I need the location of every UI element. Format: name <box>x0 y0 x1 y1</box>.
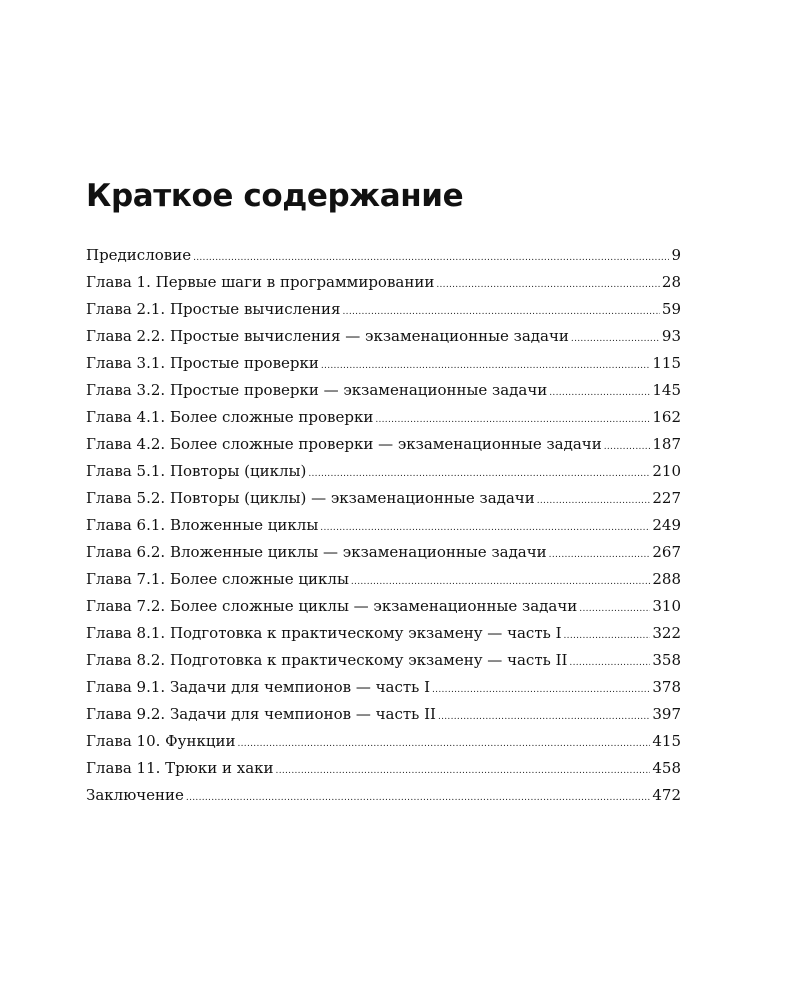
toc-entry[interactable] <box>86 539 681 566</box>
toc-entry-title: Глава 5.1. Повторы (циклы) <box>86 462 307 480</box>
toc-entry-page: 358 <box>652 651 681 669</box>
toc-entry-title: Глава 6.2. Вложенные циклы — экзаменационные задачи <box>86 543 547 561</box>
toc-entry-page: 115 <box>652 354 681 372</box>
toc-entry[interactable] <box>86 458 681 485</box>
toc-entry-title: Заключение <box>86 786 184 804</box>
toc-dot-leader <box>432 677 650 704</box>
toc-entry[interactable] <box>86 647 681 674</box>
toc-dot-leader <box>276 758 651 785</box>
toc-dot-leader <box>564 623 651 650</box>
toc-entry-title: Глава 1. Первые шаги в программировании <box>86 273 435 291</box>
toc-entry-title: Глава 11. Трюки и хаки <box>86 759 274 777</box>
toc-entry-title: Глава 3.2. Простые проверки — экзаменационные задачи <box>86 381 548 399</box>
toc-entry-title: Предисловие <box>86 246 192 264</box>
toc-entry-title: Глава 8.1. Подготовка к практическому экзамену — часть I <box>86 624 562 642</box>
toc-entry-page: 187 <box>652 435 681 453</box>
toc-dot-leader <box>549 380 650 407</box>
toc-entry-page: 458 <box>652 759 681 777</box>
toc-dot-leader <box>579 596 650 623</box>
toc-entry-title: Глава 2.2. Простые вычисления — экзаменационные задачи <box>86 327 569 345</box>
toc-entry[interactable] <box>86 296 681 323</box>
toc-entry[interactable] <box>86 620 681 647</box>
toc-entry-page: 59 <box>661 300 681 318</box>
toc-entry-page: 472 <box>652 786 681 804</box>
toc-dot-leader <box>237 731 650 758</box>
toc-dot-leader <box>549 542 651 569</box>
toc-entry-title: Глава 9.1. Задачи для чемпионов — часть I <box>86 678 431 696</box>
toc-entry-page: 288 <box>652 570 681 588</box>
toc-entry[interactable] <box>86 728 681 755</box>
toc-entry-title: Глава 6.1. Вложенные циклы <box>86 516 319 534</box>
toc-entry-page: 162 <box>652 408 681 426</box>
toc-dot-leader <box>320 515 650 542</box>
toc-entry[interactable] <box>86 242 681 269</box>
toc-entry-page: 322 <box>652 624 681 642</box>
toc-entry[interactable] <box>86 674 681 701</box>
toc-entry-title: Глава 10. Функции <box>86 732 236 750</box>
toc-entry-title: Глава 8.2. Подготовка к практическому экзамену — часть II <box>86 651 568 669</box>
toc-dot-leader <box>438 704 650 731</box>
toc-entry-title: Глава 7.1. Более сложные циклы <box>86 570 349 588</box>
toc-dot-leader <box>351 569 650 596</box>
toc-entry-title: Глава 4.2. Более сложные проверки — экзаменационные задачи <box>86 435 602 453</box>
toc-entry-page: 28 <box>661 273 681 291</box>
toc-entry[interactable] <box>86 701 681 728</box>
toc-entry[interactable] <box>86 350 681 377</box>
toc-entry-title: Глава 2.1. Простые вычисления <box>86 300 341 318</box>
toc-entry-page: 415 <box>652 732 681 750</box>
toc-entry-page: 310 <box>652 597 681 615</box>
toc-entry-page: 145 <box>652 381 681 399</box>
toc-entry[interactable] <box>86 404 681 431</box>
toc-entry[interactable] <box>86 755 681 782</box>
toc-entry[interactable] <box>86 782 681 809</box>
toc-dot-leader <box>375 407 650 434</box>
toc-entry-page: 93 <box>661 327 681 345</box>
toc-dot-leader <box>193 245 669 272</box>
toc-dot-leader <box>321 353 650 380</box>
toc-entry-page: 249 <box>652 516 681 534</box>
toc-entry[interactable] <box>86 593 681 620</box>
toc-entry[interactable] <box>86 566 681 593</box>
toc-entry[interactable] <box>86 269 681 296</box>
toc-entry-title: Глава 3.1. Простые проверки <box>86 354 319 372</box>
toc-entry-page: 267 <box>652 543 681 561</box>
toc-dot-leader <box>571 326 660 353</box>
toc-dot-leader <box>569 650 650 677</box>
toc-entry[interactable] <box>86 512 681 539</box>
toc-entry-title: Глава 4.1. Более сложные проверки <box>86 408 374 426</box>
toc-entry-page: 210 <box>652 462 681 480</box>
toc-entry[interactable] <box>86 485 681 512</box>
toc-entry[interactable] <box>86 323 681 350</box>
toc-dot-leader <box>186 785 650 812</box>
toc-entry-title: Глава 9.2. Задачи для чемпионов — часть II <box>86 705 436 723</box>
toc-dot-leader <box>436 272 660 299</box>
toc-entry-page: 9 <box>671 246 681 264</box>
toc-dot-leader <box>604 434 651 461</box>
toc-entry[interactable] <box>86 431 681 458</box>
toc-dot-leader <box>343 299 660 326</box>
toc-dot-leader <box>308 461 650 488</box>
toc-entry-page: 378 <box>652 678 681 696</box>
toc-dot-leader <box>537 488 651 515</box>
toc-entry-title: Глава 5.2. Повторы (циклы) — экзаменационные задачи <box>86 489 535 507</box>
toc-entry-page: 397 <box>652 705 681 723</box>
table-of-contents <box>86 242 681 809</box>
page-title: Краткое содержание <box>86 178 464 214</box>
toc-entry-page: 227 <box>652 489 681 507</box>
toc-entry[interactable] <box>86 377 681 404</box>
toc-entry-title: Глава 7.2. Более сложные циклы — экзаменационные задачи <box>86 597 578 615</box>
